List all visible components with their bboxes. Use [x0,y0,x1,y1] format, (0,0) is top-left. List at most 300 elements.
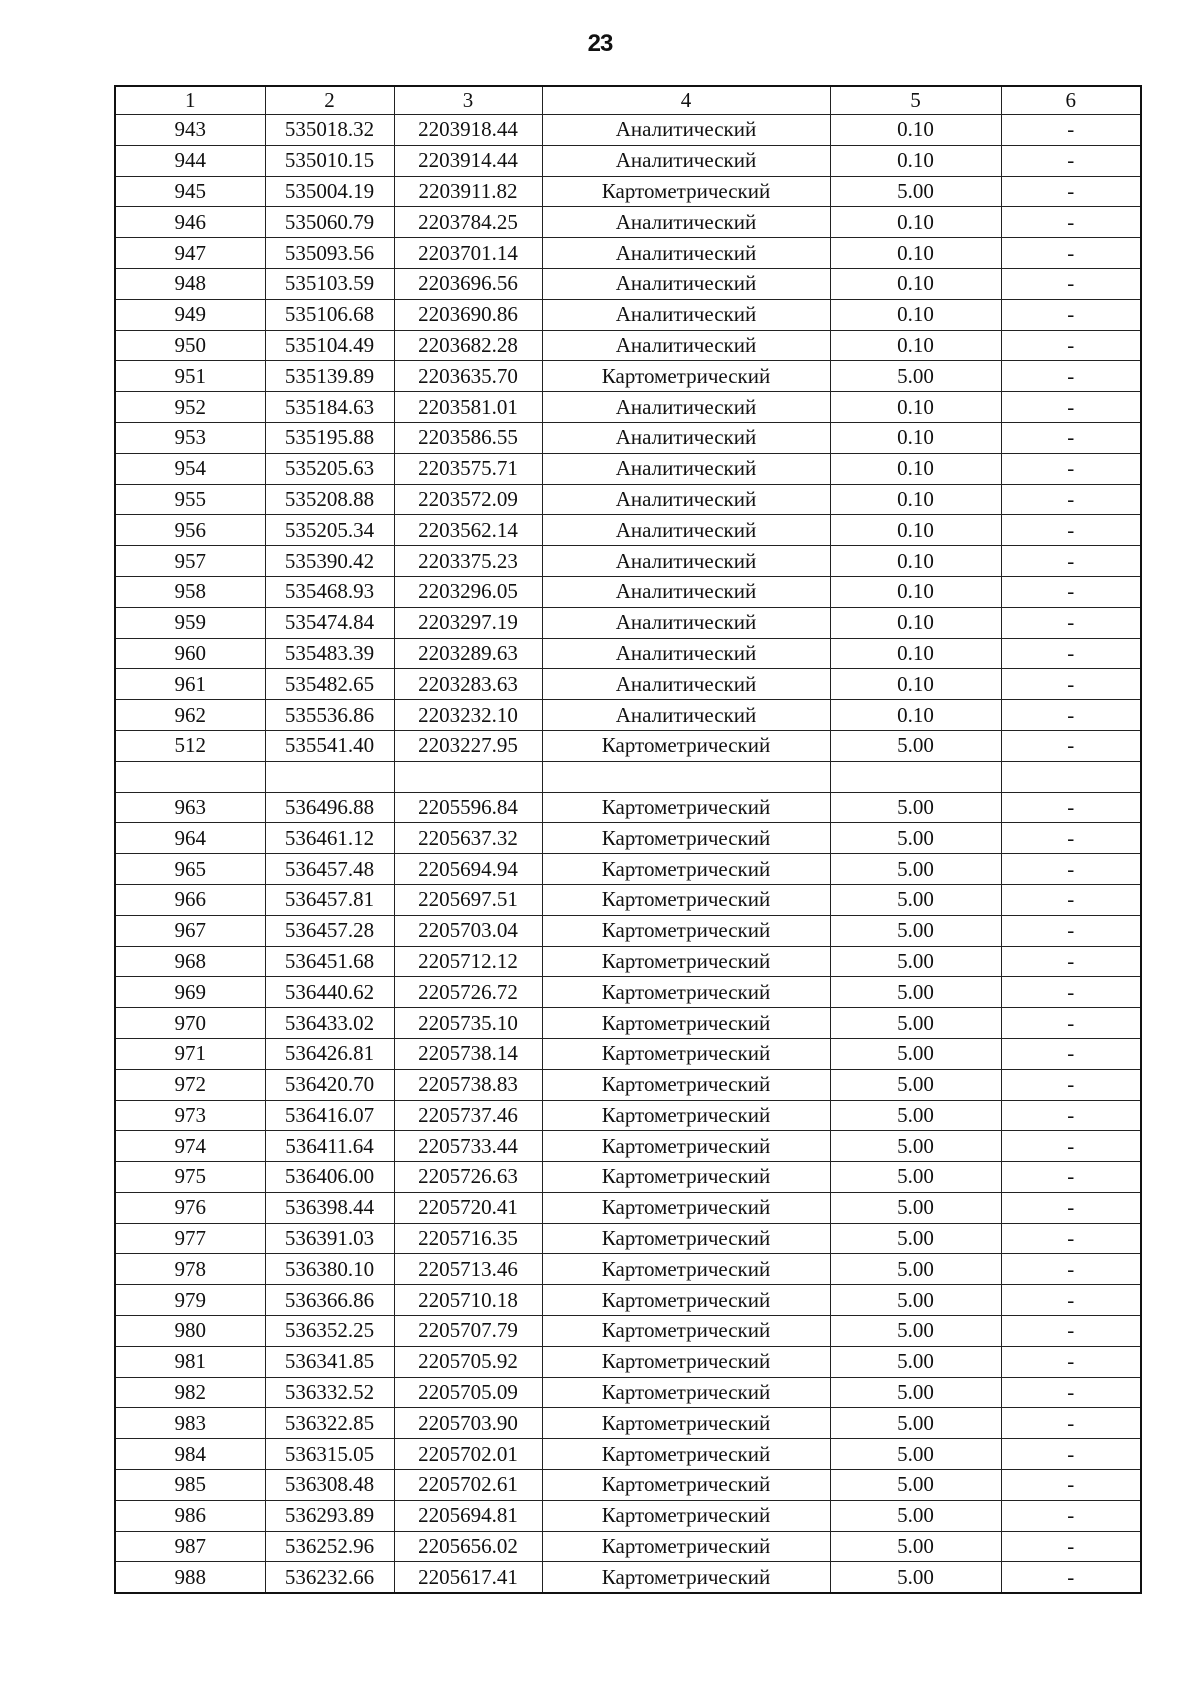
cell-accuracy: 5.00 [830,1008,1001,1039]
cell-note: - [1001,238,1141,269]
cell-method: Аналитический [542,453,830,484]
cell-coord-x: 535474.84 [265,607,394,638]
cell-accuracy: 0.10 [830,484,1001,515]
cell-coord-x [265,761,394,792]
table-row [115,1531,1141,1562]
cell-note: - [1001,299,1141,330]
cell-coord-x: 535184.63 [265,392,394,423]
table-row [115,238,1141,269]
cell-coord-y: 2205738.83 [394,1069,542,1100]
table-row [115,1162,1141,1193]
cell-coord-y: 2205656.02 [394,1531,542,1562]
table-row [115,884,1141,915]
cell-note: - [1001,1531,1141,1562]
table-row [115,607,1141,638]
cell-coord-y: 2205637.32 [394,823,542,854]
cell-accuracy: 5.00 [830,1500,1001,1531]
cell-coord-x: 536433.02 [265,1008,394,1039]
cell-coord-x: 535390.42 [265,546,394,577]
cell-note: - [1001,1346,1141,1377]
cell-coord-x: 536391.03 [265,1223,394,1254]
cell-coord-y: 2205738.14 [394,1038,542,1069]
cell-coord-x: 536496.88 [265,792,394,823]
cell-point-number: 980 [115,1316,265,1347]
table-row [115,730,1141,761]
cell-method: Картометрический [542,1470,830,1501]
cell-accuracy: 5.00 [830,1100,1001,1131]
cell-coord-y: 2203635.70 [394,361,542,392]
cell-coord-y: 2203289.63 [394,638,542,669]
table-row [115,1285,1141,1316]
cell-coord-x: 536380.10 [265,1254,394,1285]
cell-coord-y: 2203297.19 [394,607,542,638]
table-row [115,361,1141,392]
table-row [115,392,1141,423]
table-row [115,422,1141,453]
cell-point-number: 961 [115,669,265,700]
cell-point-number: 964 [115,823,265,854]
cell-note: - [1001,1408,1141,1439]
cell-accuracy: 5.00 [830,361,1001,392]
cell-point-number: 949 [115,299,265,330]
cell-coord-x: 535208.88 [265,484,394,515]
table-row [115,546,1141,577]
cell-coord-x: 535205.34 [265,515,394,546]
cell-accuracy: 5.00 [830,1223,1001,1254]
cell-accuracy: 5.00 [830,1038,1001,1069]
cell-point-number: 974 [115,1131,265,1162]
cell-accuracy: 5.00 [830,946,1001,977]
cell-accuracy: 5.00 [830,1562,1001,1593]
table-row [115,1408,1141,1439]
cell-method: Картометрический [542,1100,830,1131]
cell-method: Аналитический [542,607,830,638]
cell-coord-y: 2205694.94 [394,854,542,885]
cell-coord-y: 2205707.79 [394,1316,542,1347]
cell-note: - [1001,1377,1141,1408]
cell-coord-x: 536366.86 [265,1285,394,1316]
cell-note: - [1001,1500,1141,1531]
cell-point-number: 987 [115,1531,265,1562]
cell-point-number: 946 [115,207,265,238]
cell-point-number: 956 [115,515,265,546]
cell-method: Картометрический [542,1562,830,1593]
cell-note: - [1001,1192,1141,1223]
cell-point-number: 967 [115,915,265,946]
cell-note: - [1001,1038,1141,1069]
cell-coord-y: 2205697.51 [394,884,542,915]
cell-method: Картометрический [542,854,830,885]
table-row [115,1038,1141,1069]
cell-coord-y: 2205712.12 [394,946,542,977]
cell-point-number: 951 [115,361,265,392]
cell-accuracy: 0.10 [830,576,1001,607]
cell-note: - [1001,638,1141,669]
cell-coord-x: 536411.64 [265,1131,394,1162]
cell-coord-x: 536341.85 [265,1346,394,1377]
cell-note: - [1001,915,1141,946]
header-col-3: 3 [394,86,542,115]
cell-accuracy: 0.10 [830,546,1001,577]
header-col-4: 4 [542,86,830,115]
cell-method: Картометрический [542,1285,830,1316]
cell-accuracy: 0.10 [830,453,1001,484]
cell-coord-x: 536315.05 [265,1439,394,1470]
cell-accuracy: 5.00 [830,1192,1001,1223]
cell-coord-x: 535104.49 [265,330,394,361]
cell-coord-x: 536293.89 [265,1500,394,1531]
cell-coord-y: 2205703.90 [394,1408,542,1439]
cell-accuracy: 5.00 [830,1069,1001,1100]
cell-coord-y: 2203283.63 [394,669,542,700]
cell-coord-y [394,761,542,792]
cell-point-number: 948 [115,268,265,299]
cell-point-number: 978 [115,1254,265,1285]
cell-accuracy: 5.00 [830,915,1001,946]
cell-note: - [1001,884,1141,915]
cell-coord-x: 535536.86 [265,700,394,731]
cell-coord-y: 2203701.14 [394,238,542,269]
cell-accuracy: 5.00 [830,1285,1001,1316]
cell-point-number: 962 [115,700,265,731]
cell-note: - [1001,1470,1141,1501]
cell-coord-y: 2205705.92 [394,1346,542,1377]
cell-coord-y: 2203375.23 [394,546,542,577]
cell-accuracy: 5.00 [830,1408,1001,1439]
page-number: 23 [587,30,613,57]
cell-method: Картометрический [542,884,830,915]
cell-method: Аналитический [542,669,830,700]
cell-coord-y: 2205726.72 [394,977,542,1008]
cell-coord-y: 2203690.86 [394,299,542,330]
cell-coord-y: 2203232.10 [394,700,542,731]
cell-coord-y: 2205713.46 [394,1254,542,1285]
cell-coord-x: 536461.12 [265,823,394,854]
cell-note [1001,761,1141,792]
cell-accuracy: 0.10 [830,207,1001,238]
table-row [115,1192,1141,1223]
cell-note: - [1001,1562,1141,1593]
table-row [115,207,1141,238]
cell-accuracy: 0.10 [830,422,1001,453]
cell-accuracy: 0.10 [830,392,1001,423]
cell-point-number: 975 [115,1162,265,1193]
cell-method: Аналитический [542,576,830,607]
cell-coord-y: 2203586.55 [394,422,542,453]
cell-method: Картометрический [542,915,830,946]
cell-note: - [1001,1008,1141,1039]
table-row [115,1069,1141,1100]
table-row [115,515,1141,546]
cell-coord-x: 535541.40 [265,730,394,761]
cell-method: Аналитический [542,238,830,269]
cell-accuracy: 0.10 [830,515,1001,546]
cell-coord-x: 535093.56 [265,238,394,269]
table-body [115,115,1141,1594]
table-row [115,299,1141,330]
cell-coord-x: 536252.96 [265,1531,394,1562]
cell-method: Аналитический [542,422,830,453]
cell-accuracy: 5.00 [830,1377,1001,1408]
cell-point-number: 976 [115,1192,265,1223]
cell-method: Картометрический [542,1316,830,1347]
cell-note: - [1001,607,1141,638]
table-row [115,1346,1141,1377]
cell-accuracy: 5.00 [830,1254,1001,1285]
cell-coord-y: 2205720.41 [394,1192,542,1223]
cell-note: - [1001,1285,1141,1316]
cell-note: - [1001,946,1141,977]
cell-coord-x: 535205.63 [265,453,394,484]
cell-method: Картометрический [542,1008,830,1039]
cell-note: - [1001,730,1141,761]
cell-method: Аналитический [542,515,830,546]
cell-note: - [1001,669,1141,700]
cell-note: - [1001,515,1141,546]
cell-note: - [1001,1069,1141,1100]
cell-coord-y: 2203918.44 [394,115,542,146]
cell-method: Картометрический [542,1439,830,1470]
cell-coord-x: 535482.65 [265,669,394,700]
cell-note: - [1001,176,1141,207]
cell-coord-x: 536232.66 [265,1562,394,1593]
cell-method: Картометрический [542,1254,830,1285]
cell-method: Картометрический [542,977,830,1008]
table-row [115,115,1141,146]
cell-point-number: 955 [115,484,265,515]
cell-accuracy: 5.00 [830,977,1001,1008]
cell-method: Аналитический [542,207,830,238]
cell-method: Картометрический [542,1223,830,1254]
cell-method: Аналитический [542,546,830,577]
cell-point-number: 972 [115,1069,265,1100]
cell-note: - [1001,392,1141,423]
cell-coord-x: 535139.89 [265,361,394,392]
cell-note: - [1001,1131,1141,1162]
cell-coord-y: 2203562.14 [394,515,542,546]
cell-coord-x: 536451.68 [265,946,394,977]
cell-coord-y: 2205726.63 [394,1162,542,1193]
cell-accuracy: 0.10 [830,238,1001,269]
table-row [115,946,1141,977]
cell-note: - [1001,576,1141,607]
cell-point-number: 944 [115,145,265,176]
cell-method: Картометрический [542,823,830,854]
cell-accuracy: 5.00 [830,1346,1001,1377]
table-row [115,1439,1141,1470]
cell-note: - [1001,1254,1141,1285]
table-row [115,1100,1141,1131]
cell-coord-y: 2203696.56 [394,268,542,299]
cell-point-number: 971 [115,1038,265,1069]
cell-coord-x: 535468.93 [265,576,394,607]
table-row [115,1316,1141,1347]
cell-accuracy: 5.00 [830,884,1001,915]
cell-accuracy: 5.00 [830,823,1001,854]
cell-coord-y: 2205694.81 [394,1500,542,1531]
cell-point-number: 954 [115,453,265,484]
cell-note: - [1001,330,1141,361]
cell-accuracy: 0.10 [830,115,1001,146]
cell-method: Аналитический [542,115,830,146]
cell-note: - [1001,1100,1141,1131]
cell-coord-y: 2203581.01 [394,392,542,423]
cell-coord-y: 2203682.28 [394,330,542,361]
cell-method: Аналитический [542,484,830,515]
cell-coord-x: 536457.28 [265,915,394,946]
cell-method: Картометрический [542,1500,830,1531]
cell-note: - [1001,453,1141,484]
table-row [115,576,1141,607]
cell-coord-y: 2205596.84 [394,792,542,823]
cell-note: - [1001,422,1141,453]
cell-point-number: 984 [115,1439,265,1470]
cell-coord-y: 2205702.61 [394,1470,542,1501]
cell-note: - [1001,854,1141,885]
table-row [115,1500,1141,1531]
cell-coord-x: 536332.52 [265,1377,394,1408]
cell-coord-x: 536420.70 [265,1069,394,1100]
cell-accuracy: 0.10 [830,638,1001,669]
cell-method: Картометрический [542,1377,830,1408]
header-col-1: 1 [115,86,265,115]
header-col-2: 2 [265,86,394,115]
cell-point-number: 986 [115,1500,265,1531]
cell-point-number: 958 [115,576,265,607]
cell-point-number: 985 [115,1470,265,1501]
cell-accuracy: 0.10 [830,268,1001,299]
cell-point-number: 973 [115,1100,265,1131]
table-row [115,854,1141,885]
cell-note: - [1001,546,1141,577]
cell-point-number: 983 [115,1408,265,1439]
cell-note: - [1001,207,1141,238]
cell-point-number: 959 [115,607,265,638]
table-row [115,915,1141,946]
cell-point-number: 982 [115,1377,265,1408]
cell-method: Картометрический [542,1131,830,1162]
cell-accuracy: 0.10 [830,330,1001,361]
cell-point-number: 950 [115,330,265,361]
cell-method: Картометрический [542,1162,830,1193]
cell-coord-x: 536440.62 [265,977,394,1008]
cell-coord-y: 2205733.44 [394,1131,542,1162]
cell-point-number: 970 [115,1008,265,1039]
cell-note: - [1001,792,1141,823]
cell-accuracy: 5.00 [830,1316,1001,1347]
cell-coord-y: 2205735.10 [394,1008,542,1039]
table-row [115,176,1141,207]
cell-point-number: 968 [115,946,265,977]
cell-method: Аналитический [542,700,830,731]
cell-point-number: 963 [115,792,265,823]
cell-point-number: 969 [115,977,265,1008]
cell-accuracy: 5.00 [830,176,1001,207]
cell-method: Аналитический [542,299,830,330]
header-row [115,86,1141,115]
table-row [115,1131,1141,1162]
cell-note: - [1001,1316,1141,1347]
table-row [115,1008,1141,1039]
cell-coord-x: 535010.15 [265,145,394,176]
table-row [115,1377,1141,1408]
cell-coord-x: 535018.32 [265,115,394,146]
cell-method: Картометрический [542,1408,830,1439]
cell-method: Аналитический [542,392,830,423]
cell-method: Картометрический [542,1192,830,1223]
cell-coord-x: 536308.48 [265,1470,394,1501]
cell-point-number: 952 [115,392,265,423]
cell-point-number: 988 [115,1562,265,1593]
cell-point-number: 512 [115,730,265,761]
cell-accuracy: 5.00 [830,1439,1001,1470]
cell-coord-y: 2203784.25 [394,207,542,238]
table-row [115,145,1141,176]
table-row [115,792,1141,823]
cell-method: Картометрический [542,730,830,761]
cell-method: Картометрический [542,1346,830,1377]
cell-accuracy: 5.00 [830,1162,1001,1193]
cell-accuracy: 5.00 [830,1470,1001,1501]
cell-coord-x: 536352.25 [265,1316,394,1347]
cell-point-number: 945 [115,176,265,207]
cell-method: Картометрический [542,1531,830,1562]
cell-point-number: 957 [115,546,265,577]
cell-point-number: 965 [115,854,265,885]
table-row [115,823,1141,854]
cell-coord-y: 2205617.41 [394,1562,542,1593]
table-row [115,1470,1141,1501]
cell-method: Картометрический [542,1069,830,1100]
cell-accuracy: 5.00 [830,854,1001,885]
cell-note: - [1001,1439,1141,1470]
cell-note: - [1001,115,1141,146]
cell-coord-x: 536406.00 [265,1162,394,1193]
cell-coord-y: 2203911.82 [394,176,542,207]
cell-point-number [115,761,265,792]
cell-accuracy: 0.10 [830,145,1001,176]
cell-coord-y: 2205703.04 [394,915,542,946]
cell-note: - [1001,268,1141,299]
cell-point-number: 953 [115,422,265,453]
table-row [115,1223,1141,1254]
cell-coord-y: 2203227.95 [394,730,542,761]
cell-accuracy [830,761,1001,792]
table-row [115,1254,1141,1285]
cell-method: Картометрический [542,361,830,392]
cell-note: - [1001,823,1141,854]
cell-coord-x: 536457.81 [265,884,394,915]
cell-coord-x: 535004.19 [265,176,394,207]
cell-method: Картометрический [542,946,830,977]
cell-note: - [1001,977,1141,1008]
table-row [115,638,1141,669]
cell-method [542,761,830,792]
cell-accuracy: 5.00 [830,792,1001,823]
cell-coord-y: 2203914.44 [394,145,542,176]
cell-accuracy: 0.10 [830,299,1001,330]
cell-coord-y: 2205705.09 [394,1377,542,1408]
cell-coord-y: 2205737.46 [394,1100,542,1131]
cell-accuracy: 5.00 [830,730,1001,761]
header-col-5: 5 [830,86,1001,115]
cell-note: - [1001,361,1141,392]
table-row [115,700,1141,731]
cell-accuracy: 0.10 [830,607,1001,638]
cell-coord-x: 536426.81 [265,1038,394,1069]
cell-coord-x: 535483.39 [265,638,394,669]
cell-method: Картометрический [542,792,830,823]
